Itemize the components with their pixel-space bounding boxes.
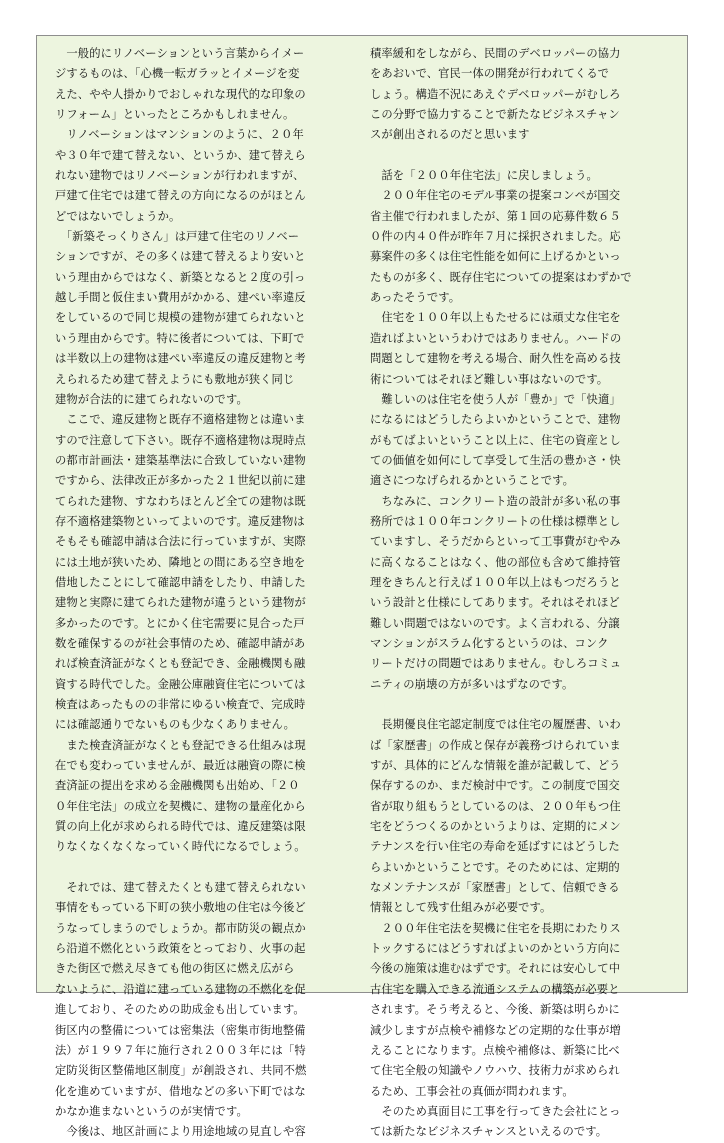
- text-line: 越し手間と仮住まい費用がかかる、建ぺい率違反: [55, 291, 306, 305]
- text-line: 多かったのです。とにかく住宅需要に見合った戸: [55, 616, 305, 630]
- text-line: 街区内の整備については密集法（密集市街地整備: [55, 1023, 306, 1037]
- text-line: ば「家歴書」の作成と保存が義務づけられていま: [370, 738, 621, 752]
- text-line: えた、やや人掛かりでおしゃれな現代的な印象の: [55, 87, 306, 101]
- text-line: 質の向上化が求められる時代では、違反建築は限: [55, 820, 306, 834]
- text-line: れない建物ではリノベーションが行われますが、: [55, 169, 305, 183]
- text-line: るため、工事会社の真価が問われます。: [370, 1084, 574, 1098]
- text-line: 今後の施策は進むはずです。それには安心して中: [370, 962, 621, 976]
- text-line: それでは、建て替えたくとも建て替えられない: [55, 881, 306, 895]
- text-line: ０件の内４０件が昨年７月に採択されました。応: [370, 230, 621, 244]
- text-line: 長期優良住宅認定制度では住宅の履歴書、いわ: [370, 718, 621, 732]
- text-line: 減少しますが点検や補修などの定期的な仕事が増: [370, 1023, 621, 1037]
- text-line: うなってしまうのでしょうか。都市防災の観点か: [55, 921, 306, 935]
- text-line: ての価値を如何にして享受して生活の豊かさ・快: [370, 453, 621, 467]
- text-line: 術についてはそれほど難しい事はないのです。: [370, 372, 609, 386]
- text-line: きた街区で燃え尽きても他の街区に燃え広がら: [55, 962, 295, 976]
- text-line: がもてばよいということ以上に、住宅の資産とし: [370, 433, 621, 447]
- text-line: には確認通りでないものも少なくありません。: [55, 718, 296, 732]
- text-line: また検査済証がなくとも登記できる仕組みは現: [55, 738, 306, 752]
- text-line: いう理由からではなく、新築となると２度の引っ: [55, 270, 306, 284]
- text-line: をしているので同じ規模の建物が建てられないと: [55, 311, 306, 325]
- text-line: に高くなることはなく、他の部位も含めて維持管: [370, 555, 621, 569]
- text-line: いう理由からです。特に後者については、下町で: [55, 331, 305, 345]
- text-line: 造ればよいというわけではありません。ハードの: [370, 331, 622, 345]
- text-line: すので注意して下さい。既存不適格建物は現時点: [55, 433, 306, 447]
- text-line: 「新築そっくりさん」は戸建て住宅のリノベー: [55, 230, 300, 244]
- text-line: 省主催で行われましたが、第１回の応募件数６５: [370, 209, 621, 223]
- text-line: ションですが、その多くは建て替えるより安いと: [55, 250, 306, 264]
- text-line: をあおいで、官民一体の開発が行われてくるで: [370, 67, 609, 81]
- text-line: そもそも確認申請は合法に行っていますが、実際: [55, 535, 306, 549]
- text-line: 査済証の提出を求める金融機関も出始め、「２０: [55, 779, 300, 793]
- left-text-column: [55, 44, 357, 1143]
- text-line: えられるため建て替えようにも敷地が狭く同じ: [55, 372, 295, 386]
- text-line: ていますし、そうだからといって工事費がむやみ: [370, 535, 621, 549]
- text-line: テナンスを行い住宅の寿命を延ばすにはどうした: [370, 840, 620, 854]
- text-line: リノベーションはマンションのように、２０年: [55, 128, 304, 142]
- text-line: て住宅全般の知識やノウハウ、技術力が求められ: [370, 1064, 620, 1078]
- text-line: ですから、法律改正が多かった２１世紀以前に建: [55, 474, 306, 488]
- text-line: 積率緩和をしながら、民間のデベロッパーの協力: [370, 47, 621, 60]
- text-line: 情報として残す仕組みが必要です。: [370, 901, 552, 915]
- text-line: あったそうです。: [370, 291, 461, 305]
- paragraph-gap: [370, 695, 672, 715]
- text-line: ２００年住宅のモデル事業の提案コンペが国交: [370, 189, 621, 203]
- text-line: 検査はあったものの非常にゆるい検査で、完成時: [55, 698, 306, 711]
- text-line: 理をきちんと行えば１００年以上はもつだろうと: [370, 575, 621, 589]
- text-line: 話を「２００年住宅法」に戻しましょう。: [370, 169, 598, 183]
- text-line: いう設計と仕様にしてあります。それはそれほど: [370, 596, 620, 610]
- text-line: 問題として建物を考える場合、耐久性を高める技: [370, 352, 621, 366]
- text-line: されます。そう考えると、今後、新築は明らかに: [370, 1003, 620, 1017]
- text-line: スが創出されるのだと思います: [370, 128, 530, 142]
- text-line: この分野で協力することで新たなビジネスチャン: [370, 108, 620, 122]
- right-text-column: [370, 44, 672, 1143]
- text-line: たものが多く、既存住宅についての提案はわずかで: [370, 270, 632, 284]
- text-line: 在でも変わっていませんが、最近は融資の際に検: [55, 759, 306, 773]
- text-line: 事情をもっている下町の狭小敷地の住宅は今後ど: [55, 901, 306, 915]
- text-line: の都市計画法・建築基準法に合致していない建物: [55, 453, 306, 467]
- text-line: ては新たなビジネスチャンスといえるのです。: [370, 1125, 608, 1139]
- paragraph-gap: [370, 146, 672, 166]
- paragraph-gap: [55, 858, 357, 878]
- text-line: すが、具体的にどんな情報を誰が記載して、どう: [370, 759, 621, 773]
- text-line: ちなみに、コンクリート造の設計が多い私の事: [370, 494, 621, 508]
- text-line: ジするものは、「心機一転ガラッとイメージを変: [55, 67, 300, 81]
- text-line: 省が取り組もうとしているのは、２００年もつ住: [370, 799, 621, 813]
- text-line: になるにはどうしたらよいかということで、建物: [370, 413, 621, 427]
- text-line: そのため真面目に工事を行ってきた会社にとっ: [370, 1104, 621, 1118]
- text-line: 一般的にリノベーションという言葉からイメー: [55, 47, 305, 60]
- text-line: ２００年住宅法を契機に住宅を長期にわたりス: [370, 921, 621, 935]
- text-line: マンションがスラム化するというのは、コンク: [370, 636, 609, 650]
- text-line: てられた建物、すなわちほとんど全ての建物は既: [55, 494, 306, 508]
- text-line: れば検査済証がなくとも登記でき、金融機関も融: [55, 657, 306, 671]
- text-line: 定防災街区整備地区制度」が創設され、共同不燃: [55, 1064, 307, 1078]
- text-line: らよいかということです。そのためには、定期的: [370, 860, 620, 874]
- document-page: [36, 35, 688, 1139]
- text-line: 務所では１００年コンクリートの仕様は標準とし: [370, 514, 621, 528]
- text-line: リフォーム」といったところかもしれません。: [55, 108, 295, 122]
- text-line: えることになります。点検や補修は、新築に比べ: [370, 1043, 620, 1057]
- text-line: ０年住宅法」の成立を契機に、建物の量産化から: [55, 799, 306, 813]
- text-line: トックするにはどうすればよいのかという方向に: [370, 942, 621, 956]
- text-line: ないように、沿道に建っている建物の不燃化を促: [55, 982, 306, 996]
- text-line: 化を進めていますが、借地などの多い下町ではな: [55, 1084, 306, 1098]
- text-line: 古住宅を購入できる流通システムの構築が必要と: [370, 982, 620, 996]
- text-line: リートだけの問題ではありません。むしろコミュ: [370, 657, 622, 671]
- text-line: ら沿道不燃化という政策をとっており、火事の起: [55, 942, 306, 956]
- text-line: ここで、違反建物と既存不適格建物とは違いま: [55, 413, 306, 427]
- text-line: 進しており、そのための助成金も出しています。: [55, 1003, 305, 1017]
- text-line: 難しい問題ではないのです。よく言われる、分譲: [370, 616, 620, 630]
- text-line: かなか進まないというのが実情です。: [55, 1104, 248, 1118]
- text-line: どではないでしょうか。: [55, 209, 181, 223]
- text-line: 戸建て住宅では建て替えの方向になるのがほとん: [55, 189, 306, 203]
- text-line: ニティの崩壊の方が多いはずなのです。: [370, 677, 574, 691]
- text-line: なメンテナンスが「家歴書」として、信頼できる: [370, 881, 620, 895]
- text-line: 建物が合法的に建てられないのです。: [55, 392, 248, 406]
- text-line: 建物と実際に建てられた建物が違うという建物が: [55, 596, 306, 610]
- text-line: 宅をどうつくるのかというよりは、定期的にメン: [370, 820, 621, 834]
- text-line: や３０年で建て替えない、というか、建て替えら: [55, 148, 306, 162]
- text-line: 数を確保するのが社会事情のため、確認申請があ: [55, 636, 306, 650]
- text-line: は半数以上の建物は建ぺい率違反の違反建物と考: [55, 352, 306, 366]
- text-line: 難しいのは住宅を使う人が「豊か」で「快適」: [370, 392, 621, 406]
- text-line: には土地が狭いため、隣地との間にある空き地を: [55, 555, 306, 569]
- text-line: りなくなくなくなっていく時代になるでしょう。: [55, 840, 306, 854]
- text-line: 借地したことにして確認申請をしたり、申請した: [55, 575, 306, 589]
- text-line: 保存するのか、まだ検討中です。この制度で国交: [370, 779, 620, 793]
- text-line: 今後は、地区計画により用途地域の見直しや容: [55, 1125, 306, 1139]
- text-line: 適さにつなげられるかということです。: [370, 474, 575, 488]
- text-line: しょう。構造不況にあえぐデベロッパーがむしろ: [370, 87, 621, 101]
- text-line: 存不適格建築物といってよいのです。違反建物は: [55, 514, 305, 528]
- text-line: 住宅を１００年以上もたせるには頑丈な住宅を: [370, 311, 621, 325]
- text-line: 資する時代でした。金融公庫融資住宅については: [55, 677, 306, 691]
- text-line: 法）が１９９７年に施行され２００３年には「特: [55, 1043, 306, 1057]
- text-line: 募案件の多くは住宅性能を如何に上げるかといっ: [370, 250, 621, 264]
